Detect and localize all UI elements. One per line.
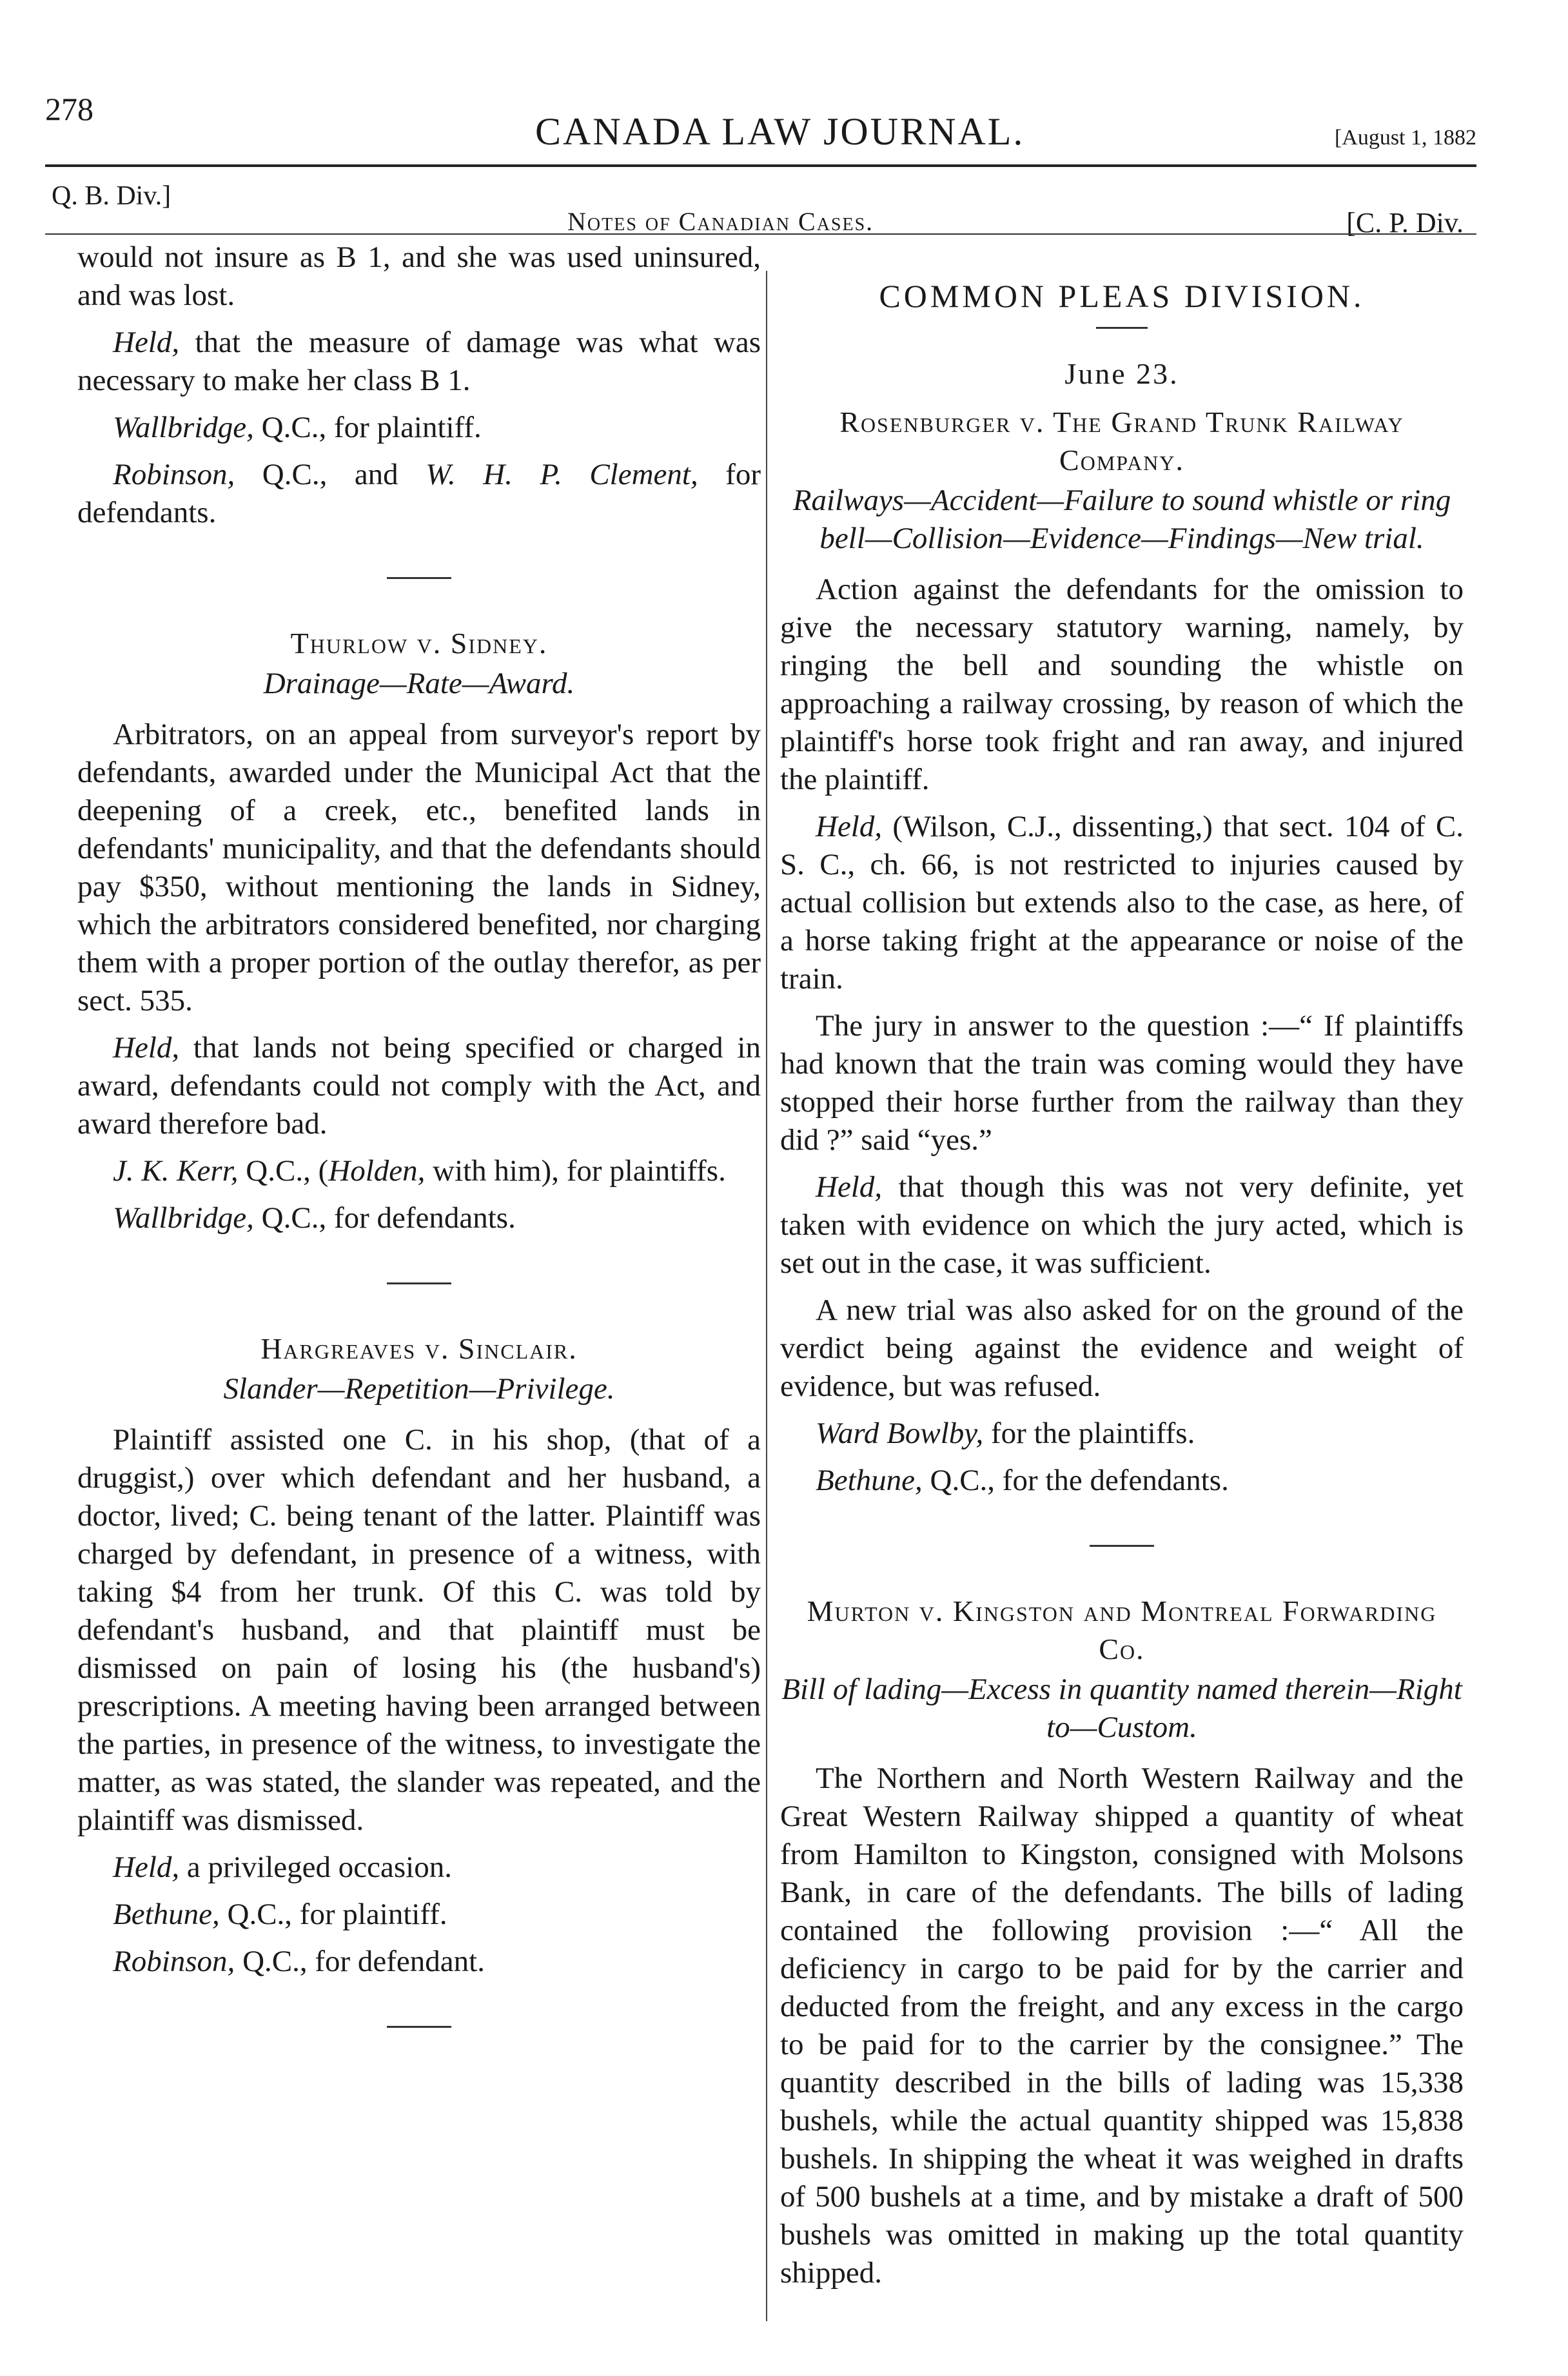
case-facts: Action against the defendants for the omission to give the necessary statutory warning, namely, by ringing the bell and sounding the whistle on approaching a railway crossing, by reason of which the plaintiff's horse took fright and ran away, and injured the plaintiff. [780,573,1464,796]
held-paragraph [77,1029,761,1143]
counsel-line [780,1462,1464,1500]
held-text: that though this was not very definite, yet taken with evidence on which the jury acted, which is set out in the case, it was sufficient. [780,1170,1464,1280]
counsel-role: Q.C., for defendant. [235,1945,485,1978]
page-number: 278 [45,91,93,127]
counsel-name: Ward Bowlby, [816,1417,984,1450]
counsel-name: Robinson, [113,1945,235,1978]
case-facts: Plaintiff assisted one C. in his shop, (that of a druggist,) over which defendant and her husband, a doctor, lived; C. being tenant of the latter. Plaintiff was charged by defendant, in presence of a witness, with taking $4 from her trunk. Of this C. was told by defendant's husband, and that plaintiff must be dismissed on pain of losing his (the husband's) prescriptions. A meeting having been arranged between the parties, in presence of the witness, to investigate the matter, as was stated, the slander was repeated, and the plaintiff was dismissed. [77,1423,761,1837]
held-text: that the measure of damage was what was necessary to make her class B 1. [77,326,761,397]
held-paragraph [77,1849,761,1887]
counsel-role: Q.C., for plaintiff. [253,411,482,444]
counsel-name: Wallbridge, [113,1201,254,1235]
case-subject: Slander—Repetition—Privilege. [223,1372,615,1406]
section-separator [1090,1545,1154,1547]
held-text: a privileged occasion. [179,1851,452,1884]
held-label: Held, [113,1851,180,1884]
new-trial-paragraph: A new trial was also asked for on the ground of the verdict being against the evidence and weight of evidence, but was refused. [780,1293,1464,1403]
left-division-label: Q. B. Div.] [52,181,172,211]
held-label: Held, [816,1170,883,1204]
held-paragraph [77,324,761,400]
decision-date: June 23. [1064,357,1179,390]
continued-text: would not insure as B 1, and she was used uninsured, and was lost. [77,241,761,312]
held-text: (Wilson, C.J., dissenting,) that sect. 104 of C. S. C., ch. 66, is not restricted to injuries caused by actual collision but extends also to the case, as here, of a horse taking fright at the appearance or noise of the train. [780,810,1464,996]
section-header [45,173,1476,239]
header-rule [45,164,1476,167]
counsel-line [77,409,761,447]
held-text: that lands not being specified or charged in award, defendants could not comply with the Act, and award therefore bad. [77,1031,761,1141]
column-divider [766,271,767,2321]
held-label: Held, [816,810,883,843]
issue-date: [August 1, 1882 [1334,126,1476,150]
right-division-label: [C. P. Div. [1346,207,1464,239]
held-paragraph [780,1168,1464,1282]
case-title: Rosenburger v. The Grand Trunk Railway Company. [839,406,1404,476]
counsel-connector: Q.C., ( [238,1154,329,1188]
case-subject: Bill of lading—Excess in quantity named therein—Right to—Custom. [781,1673,1462,1744]
running-header [45,84,1476,161]
case-facts: Arbitrators, on an appeal from surveyor's report by defendants, awarded under the Municipal Act that the deepening of a creek, etc., benefited lands in defendants' municipality, and that the defendants should pay $350, without mentioning the lands in Sidney, which the arbitrators considered benefited, nor charging them with a proper portion of the outlay therefor, as per sect. 535. [77,718,761,1017]
case-title: Thurlow v. Sidney. [290,627,548,660]
division-heading: COMMON PLEAS DIVISION. [879,278,1365,314]
case-subject: Railways—Accident—Failure to sound whistle or ring bell—Collision—Evidence—Findings—New trial. [792,484,1451,555]
journal-title: CANADA LAW JOURNAL. [535,110,1025,153]
counsel-role: Q.C., for the defendants. [922,1464,1229,1497]
section-separator [387,2026,451,2028]
section-separator [387,577,451,579]
held-paragraph [780,808,1464,998]
counsel-name: Wallbridge, [113,411,254,444]
section-rule [45,233,1476,235]
counsel-line [77,1152,761,1190]
case-title: Hargreaves v. Sinclair. [260,1332,578,1365]
left-column [77,239,761,2073]
counsel-name: Bethune, [113,1898,220,1931]
counsel-line [77,1199,761,1237]
counsel-name: Robinson, [113,458,235,491]
case-title: Murton v. Kingston and Montreal Forwarding Co. [807,1595,1437,1665]
jury-paragraph: The jury in answer to the question :—“ If plaintiffs had known that the train was coming would they have stopped their horse further from the railway than they did ?” said “yes.” [780,1009,1464,1157]
heading-rule [1096,327,1148,329]
counsel-line [77,1896,761,1934]
counsel-name: Bethune, [816,1464,923,1497]
counsel-line [77,456,761,532]
section-title: Notes of Canadian Cases. [567,207,874,236]
counsel-name: J. K. Kerr, [113,1154,239,1188]
case-facts: The Northern and North Western Railway and the Great Western Railway shipped a quantity of wheat from Hamilton to Kingston, consigned with Molsons Bank, in care of the defendants. The bills of lading contained the following provision :—“ All the deficiency in cargo to be paid for by the carrier and deducted from the freight, and any excess in the cargo to be paid for to the carrier by the consignee.” The quantity described in the bills of lading was 15,338 bushels, while the actual quantity shipped was 15,838 bushels. In shipping the wheat it was weighed in drafts of 500 bushels at a time, and by mistake a draft of 500 bushels was omitted in making up the total quantity shipped. [780,1762,1464,2290]
counsel-name: Holden, [328,1154,426,1188]
section-separator [387,1282,451,1284]
held-label: Held, [113,326,180,359]
counsel-role: for defendants. [77,458,761,529]
held-label: Held, [113,1031,180,1065]
counsel-role: with him), for plaintiffs. [425,1154,726,1188]
counsel-line [77,1943,761,1981]
counsel-role: Q.C., for defendants. [253,1201,516,1235]
right-column [780,271,1464,2301]
counsel-role: for the plaintiffs. [983,1417,1195,1450]
counsel-line [780,1415,1464,1453]
counsel-role: Q.C., for plaintiff. [219,1898,447,1931]
case-subject: Drainage—Rate—Award. [263,667,575,700]
counsel-name: W. H. P. Clement, [426,458,698,491]
counsel-connector: Q.C., and [235,458,426,491]
